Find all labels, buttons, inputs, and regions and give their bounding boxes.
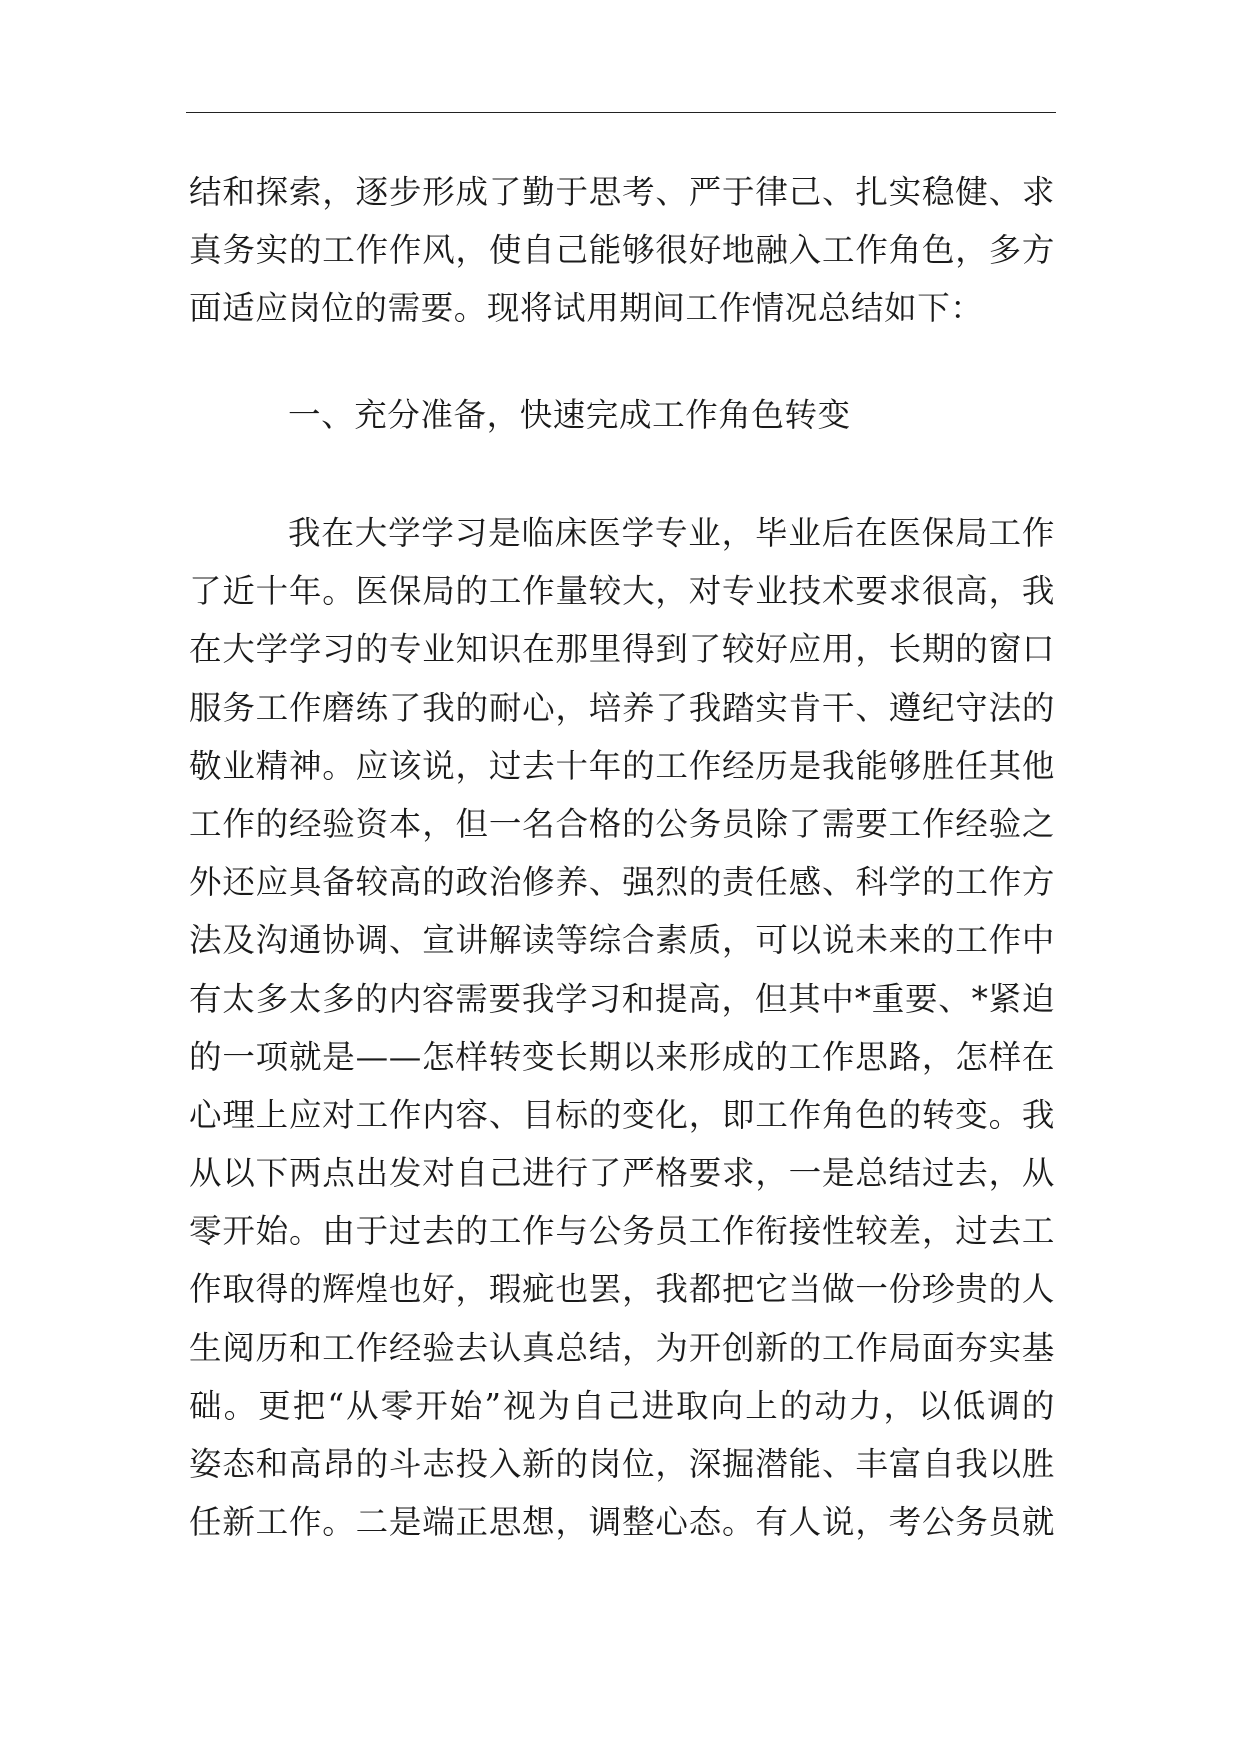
body-line: 敬业精神。应该说，过去十年的工作经历是我能够胜任其他 [189,746,1055,785]
intro-paragraph [189,163,1055,338]
body-line: 零开始。由于过去的工作与公务员工作衔接性较差，过去工 [189,1212,1055,1251]
body-line: 我在大学学习是临床医学专业，毕业后在医保局工作 [288,514,1055,552]
body-line: 心理上应对工作内容、目标的变化，即工作角色的转变。我 [189,1095,1055,1134]
body-line: 有太多太多的内容需要我学习和提高，但其中*重要、*紧迫 [189,979,1055,1018]
intro-line: 结和探索，逐步形成了勤于思考、严于律己、扎实稳健、求 [189,173,1055,211]
body-paragraph [189,504,1055,1551]
body-line: 法及沟通协调、宣讲解读等综合素质，可以说未来的工作中 [189,921,1055,960]
body-line: 工作的经验资本，但一名合格的公务员除了需要工作经验之 [189,804,1055,843]
body-line: 服务工作磨练了我的耐心，培养了我踏实肯干、遵纪守法的 [189,688,1055,727]
body-line: 的一项就是——怎样转变长期以来形成的工作思路，怎样在 [189,1037,1055,1076]
intro-line: 真务实的工作作风，使自己能够很好地融入工作角色，多方 [189,231,1055,270]
body-line: 生阅历和工作经验去认真总结，为开创新的工作局面夯实基 [189,1328,1055,1367]
section-heading: 一、充分准备，快速完成工作角色转变 [288,396,851,434]
body-line: 任新工作。二是端正思想，调整心态。有人说，考公务员就 [189,1503,1055,1542]
intro-line: 面适应岗位的需要。现将试用期间工作情况总结如下： [189,289,984,328]
body-line: 作取得的辉煌也好，瑕疵也罢，我都把它当做一份珍贵的人 [189,1270,1055,1309]
body-line: 外还应具备较高的政治修养、强烈的责任感、科学的工作方 [189,863,1055,902]
body-line: 在大学学习的专业知识在那里得到了较好应用，长期的窗口 [189,630,1055,669]
header-rule [186,112,1056,113]
body-line: 了近十年。医保局的工作量较大，对专业技术要求很高，我 [189,572,1055,611]
body-line: 从以下两点出发对自己进行了严格要求，一是总结过去，从 [189,1154,1055,1193]
body-line: 础。更把“从零开始”视为自己进取向上的动力，以低调的 [189,1386,1055,1425]
body-line: 姿态和高昂的斗志投入新的岗位，深掘潜能、丰富自我以胜 [189,1445,1055,1483]
